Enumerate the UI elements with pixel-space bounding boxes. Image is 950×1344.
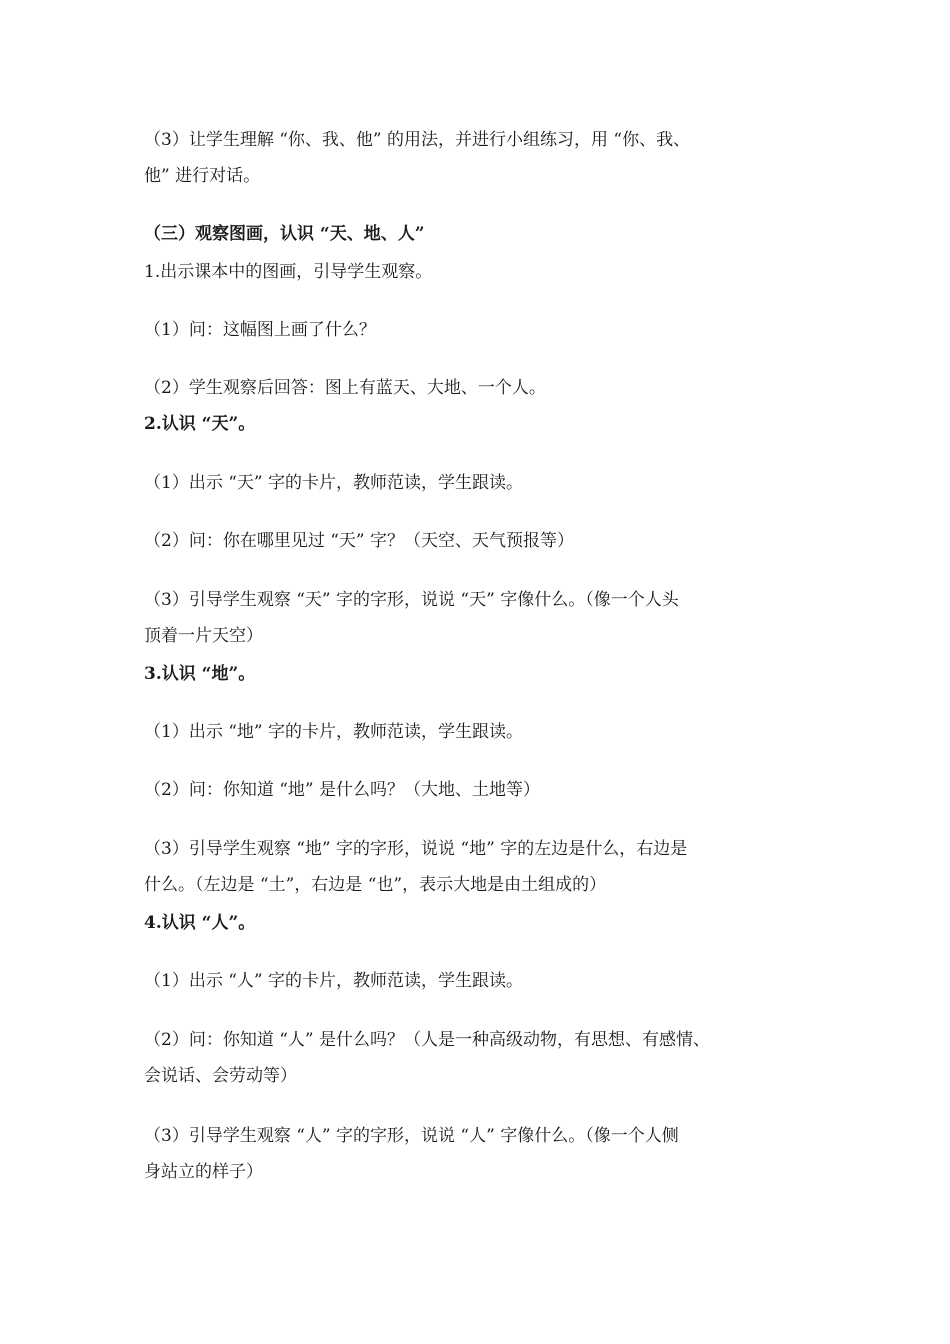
paragraph-line: （3）让学生理解 “你、我、他” 的用法，并进行小组练习，用 “你、我、 [144,130,691,150]
step-4-question-2 [144,1022,809,1094]
section-heading-3: （三）观察图画，认识 “天、地、人” [144,224,425,244]
paragraph-you-me-him [144,122,809,194]
step-1-question-2: （2）学生观察后回答：图上有蓝天、大地、一个人。 [144,378,546,398]
step-2-question-1: （1）出示 “天” 字的卡片，教师范读，学生跟读。 [144,473,524,493]
step-4-question-3 [144,1118,809,1190]
paragraph-line: 他” 进行对话。 [144,166,261,186]
paragraph-line: （3）引导学生观察 “天” 字的字形，说说 “天” 字像什么。（像一个人头 [144,590,679,610]
paragraph-line: （3）引导学生观察 “地” 字的字形，说说 “地” 字的左边是什么，右边是 [144,839,688,859]
step-2-question-2: （2）问：你在哪里见过 “天” 字？（天空、天气预报等） [144,531,575,551]
paragraph-line: 顶着一片天空） [144,626,263,646]
paragraph-line: 会说话、会劳动等） [144,1066,297,1086]
step-3-question-3 [144,831,809,903]
step-1-title: 1.出示课本中的图画，引导学生观察。 [144,262,433,282]
paragraph-line: 什么。（左边是 “土”，右边是 “也”，表示大地是由土组成的） [144,875,607,895]
paragraph-line: 身站立的样子） [144,1162,263,1182]
step-4-title: 4.认识 “人”。 [144,913,256,933]
step-4-question-1: （1）出示 “人” 字的卡片，教师范读，学生跟读。 [144,971,524,991]
step-1-question-1: （1）问：这幅图上画了什么？ [144,320,376,340]
step-2-question-3 [144,582,809,654]
step-3-question-1: （1）出示 “地” 字的卡片，教师范读，学生跟读。 [144,722,524,742]
step-3-question-2: （2）问：你知道 “地” 是什么吗？（大地、土地等） [144,780,541,800]
step-2-title: 2.认识 “天”。 [144,414,256,434]
step-3-title: 3.认识 “地”。 [144,664,256,684]
paragraph-line: （2）问：你知道 “人” 是什么吗？（人是一种高级动物，有思想、有感情、 [144,1030,711,1050]
paragraph-line: （3）引导学生观察 “人” 字的字形，说说 “人” 字像什么。（像一个人侧 [144,1126,679,1146]
